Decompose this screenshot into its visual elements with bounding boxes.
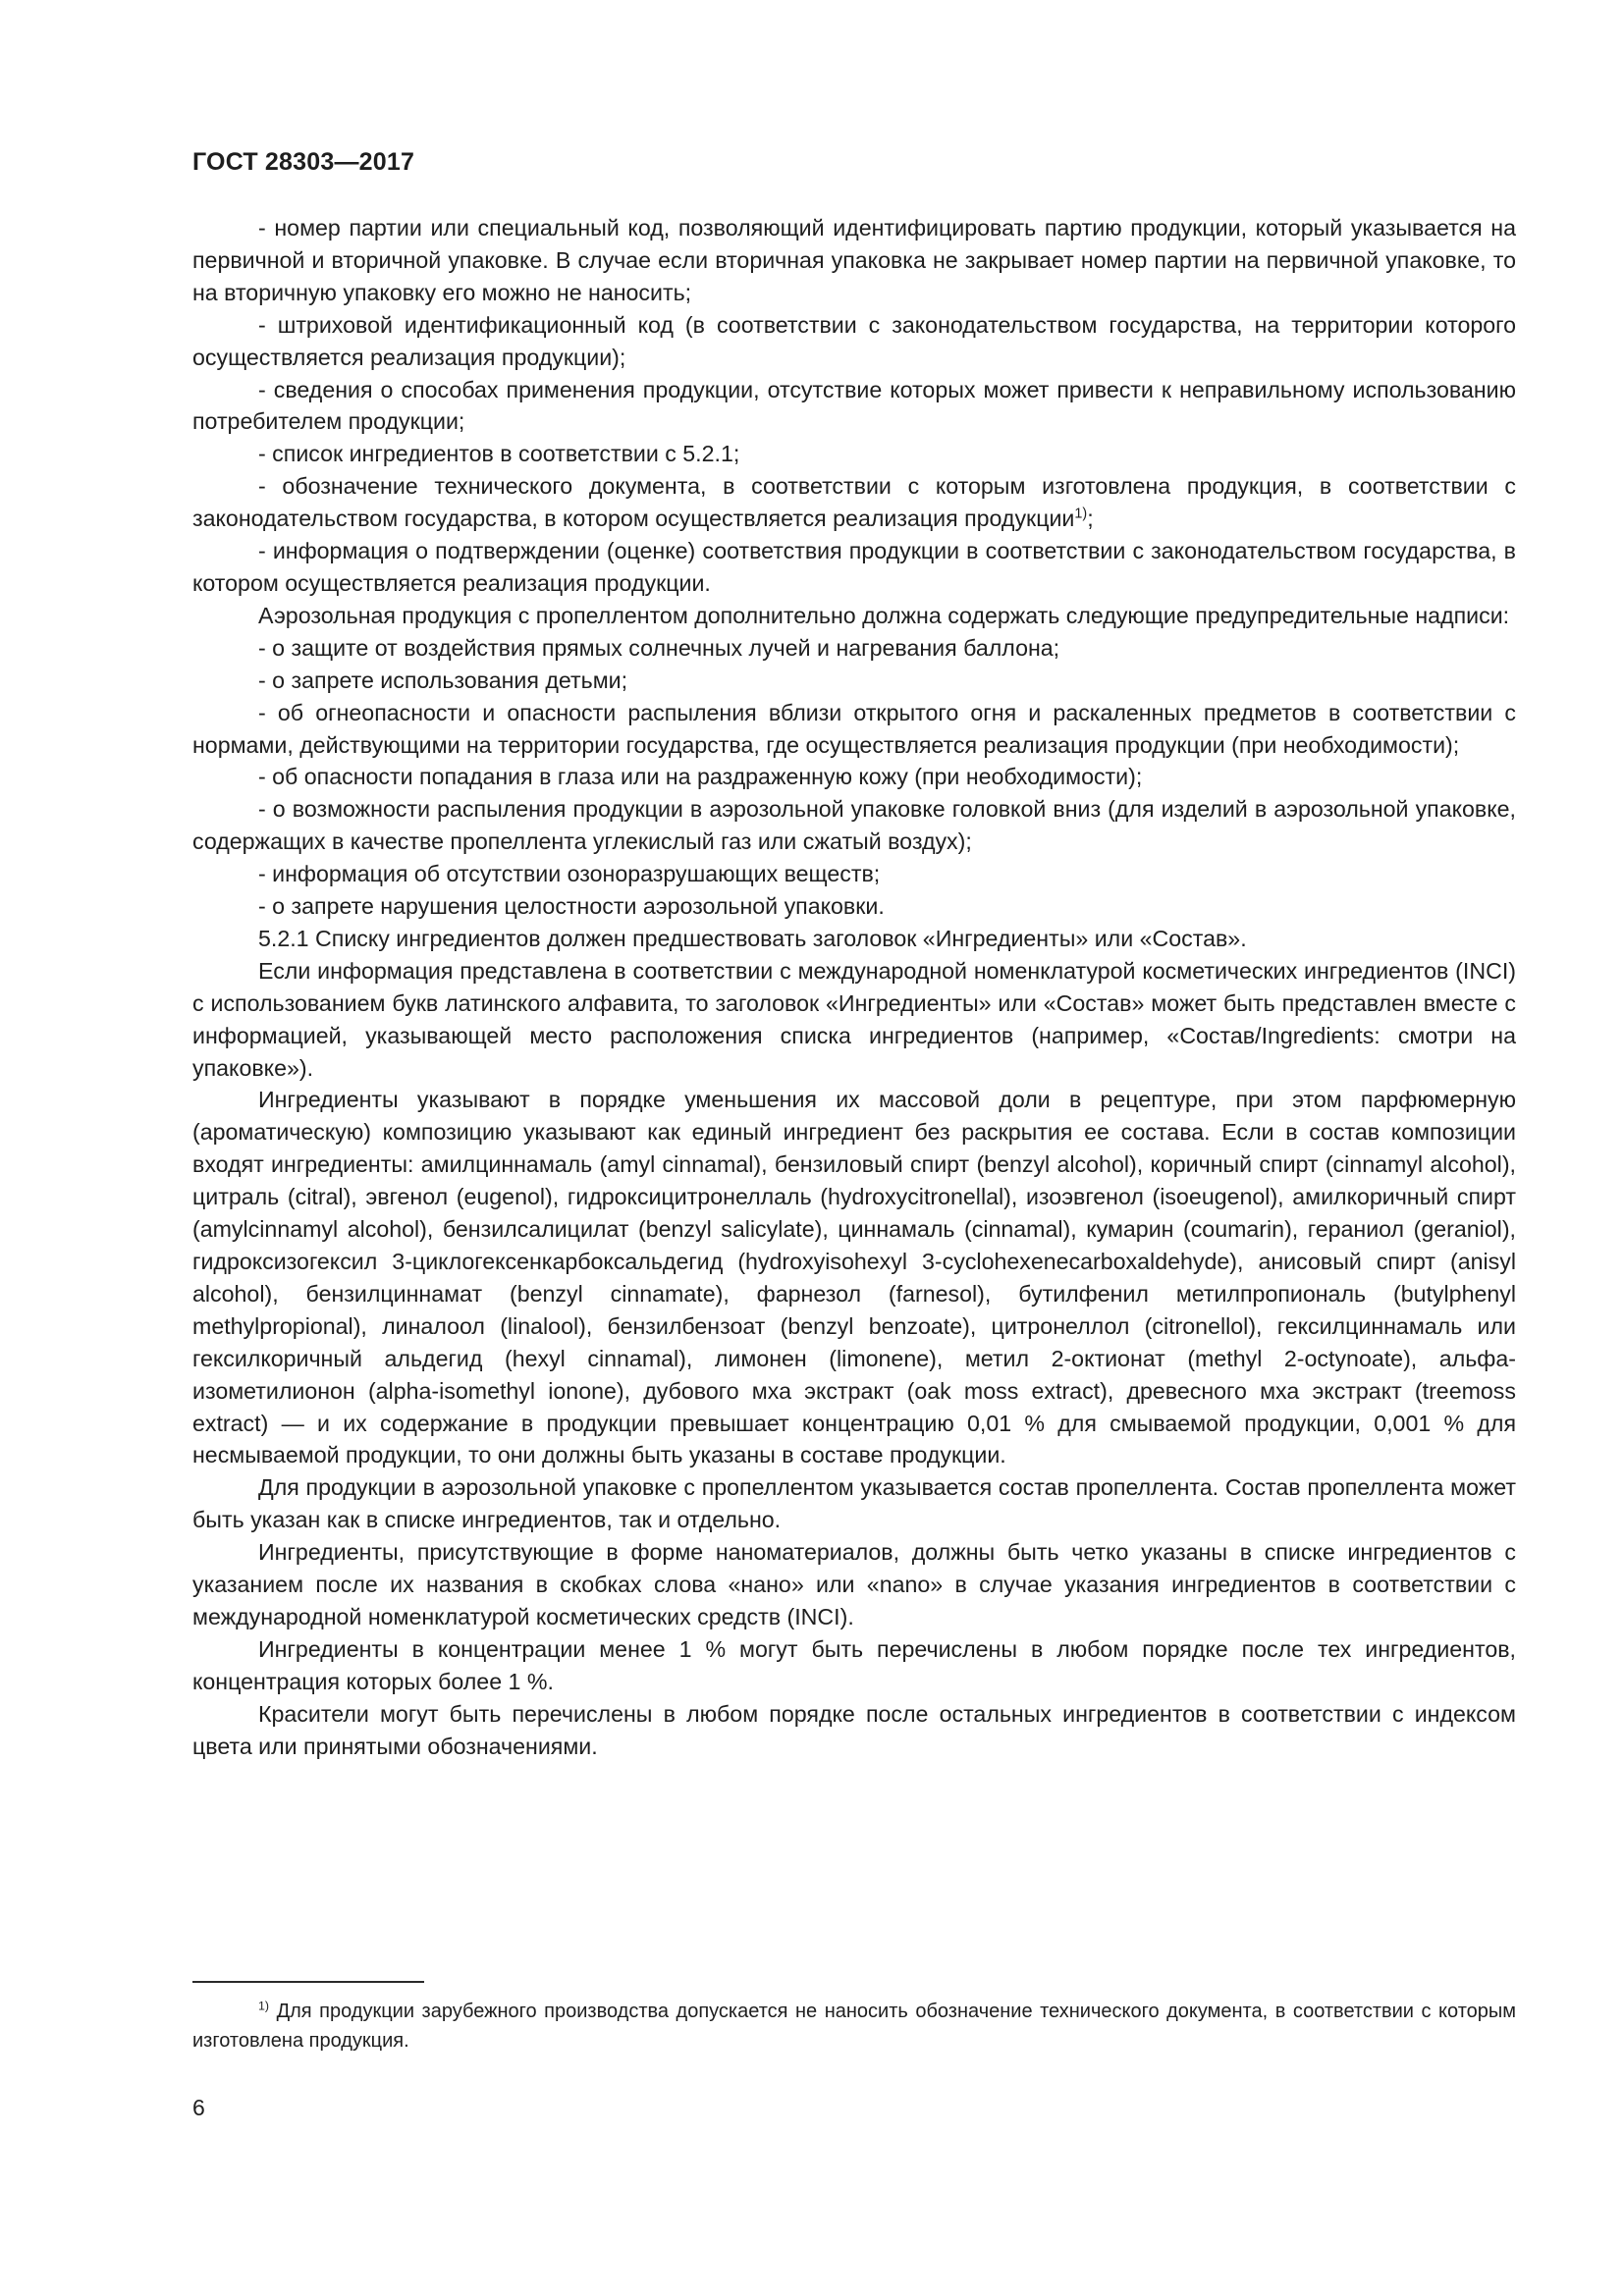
list-item-text: - обозначение технического документа, в соответствии с которым изготовлена продукция, в соответствии с законодательством государства, в котором осуществляется реализация продукции	[192, 473, 1516, 532]
list-item: - сведения о способах применения продукции, отсутствие которых может привести к неправильному использованию потребителем продукции;	[192, 376, 1516, 435]
list-item: - о возможности распыления продукции в аэрозольной упаковке головкой вниз (для изделий в аэрозольной упаковке, содержащих в качестве пропеллента углекислый газ или сжатый воздух);	[192, 796, 1516, 855]
paragraph: Красители могут быть перечислены в любом порядке после остальных ингредиентов в соответствии с индексом цвета или принятыми обозначениями.	[192, 1700, 1516, 1759]
footnote-text	[192, 1997, 1516, 2056]
list-item: - об опасности попадания в глаза или на раздраженную кожу (при необходимости);	[258, 764, 1143, 790]
section-paragraph: 5.2.1 Списку ингредиентов должен предшествовать заголовок «Ингредиенты» или «Состав».	[258, 925, 1247, 951]
list-item: - о запрете использования детьми;	[258, 667, 628, 693]
page-number: 6	[192, 2095, 205, 2120]
list-item: - о защите от воздействия прямых солнечных лучей и нагревания баллона;	[258, 634, 1060, 661]
document-header: ГОСТ 28303—2017	[192, 148, 415, 176]
list-item: - штриховой идентификационный код (в соответствии с законодательством государства, на территории которого осуществляется реализация продукции);	[192, 311, 1516, 370]
paragraph: Ингредиенты в концентрации менее 1 % могут быть перечислены в любом порядке после тех ингредиентов, концентрация которых более 1 %.	[192, 1635, 1516, 1694]
list-item: - информация об отсутствии озоноразрушающих веществ;	[258, 861, 881, 887]
footnote-body: Для продукции зарубежного производства допускается не наносить обозначение технического документа, в соответствии с которым изготовлена продукция.	[192, 2001, 1517, 2052]
paragraph: Для продукции в аэрозольной упаковке с пропеллентом указывается состав пропеллента. Состав пропеллента может быть указан как в списке ингредиентов, так и отдельно.	[192, 1474, 1516, 1533]
paragraph: Ингредиенты указывают в порядке уменьшения их массовой доли в рецептуре, при этом парфюмерную (ароматическую) композицию указывают как единый ингредиент без раскрытия ее состава. Если в состав композиции входят ингредиенты: амилциннамаль (amyl cinnamal), бензиловый спирт (benzyl alcohol), коричный спирт (cinnamyl alcohol), цитраль (citral), эвгенол (eugenol), гидроксицитронеллаль (hydroxycitronellal), изоэвгенол (isoeugenol), амилкоричный спирт (amylcinnamyl alcohol), бензилсалицилат (benzyl salicylate), циннамаль (cinnamal), кумарин (coumarin), гераниол (geraniol), гидроксизогексил 3-циклогексенкарбоксальдегид (hydroxyisohexyl 3-cyclohexenecarboxaldehyde), анисовый спирт (anisyl alcohol), бензилциннамат (benzyl cinnamate), фарнезол (farnesol), бутилфенил метилпропиональ (butylphenyl methylpropional), линалоол (linalool), бензилбензоат (benzyl benzoate), цитронеллол (citronellol), гексилциннамаль или гексилкоричный альдегид (hexyl cinnamal), лимонен (limonene), метил 2-октионат (methyl 2-octynoate), альфа-изометилионон (alpha-isomethyl ionone), дубового мха экстракт (oak moss extract), древесного мха экстракт (treemoss extract) — и их содержание в продукции превышает концентрацию 0,01 % для смываемой продукции, 0,001 % для несмываемой продукции, то они должны быть указаны в составе продукции.	[192, 1087, 1516, 1468]
list-item	[192, 470, 1516, 535]
paragraph: Ингредиенты, присутствующие в форме наноматериалов, должны быть четко указаны в списке ингредиентов с указанием после их названия в скобках слова «нано» или «nano» в случае указания ингредиентов в соответствии с международной номенклатурой косметических средств (INCI).	[192, 1539, 1516, 1629]
footnote-marker: 1)	[258, 1999, 270, 2013]
list-item: - список ингредиентов в соответствии с 5.2.1;	[258, 441, 740, 467]
document-page	[192, 147, 1516, 2209]
list-item: - об огнеопасности и опасности распыления вблизи открытого огня и раскаленных предметов в соответствии с нормами, действующими на территории государства, где осуществляется реализация продукции (при необходимости);	[192, 699, 1516, 758]
footnote	[192, 1981, 1516, 2056]
list-item: - о запрете нарушения целостности аэрозольной упаковки.	[258, 893, 885, 920]
paragraph: Если информация представлена в соответствии с международной номенклатурой косметических ингредиентов (INCI) с использованием букв латинского алфавита, то заголовок «Ингредиенты» или «Состав» может быть представлен вместе с информацией, указывающей место расположения списка ингредиентов (например, «Состав/Ingredients: смотри на упаковке»).	[192, 957, 1516, 1081]
document-body	[192, 212, 1516, 1763]
list-item-punct: ;	[1087, 506, 1094, 532]
list-item: - информация о подтверждении (оценке) соответствия продукции в соответствии с законодательством государства, в котором осуществляется реализация продукции.	[192, 538, 1516, 596]
footnote-ref: 1)	[1074, 506, 1088, 522]
footnote-divider	[192, 1981, 424, 1983]
list-item: - номер партии или специальный код, позволяющий идентифицировать партию продукции, который указывается на первичной и вторичной упаковке. В случае если вторичная упаковка не закрывает номер партии на первичной упаковке, то на вторичную упаковку его можно не наносить;	[192, 215, 1516, 305]
paragraph: Аэрозольная продукция с пропеллентом дополнительно должна содержать следующие предупредительные надписи:	[258, 602, 1510, 628]
